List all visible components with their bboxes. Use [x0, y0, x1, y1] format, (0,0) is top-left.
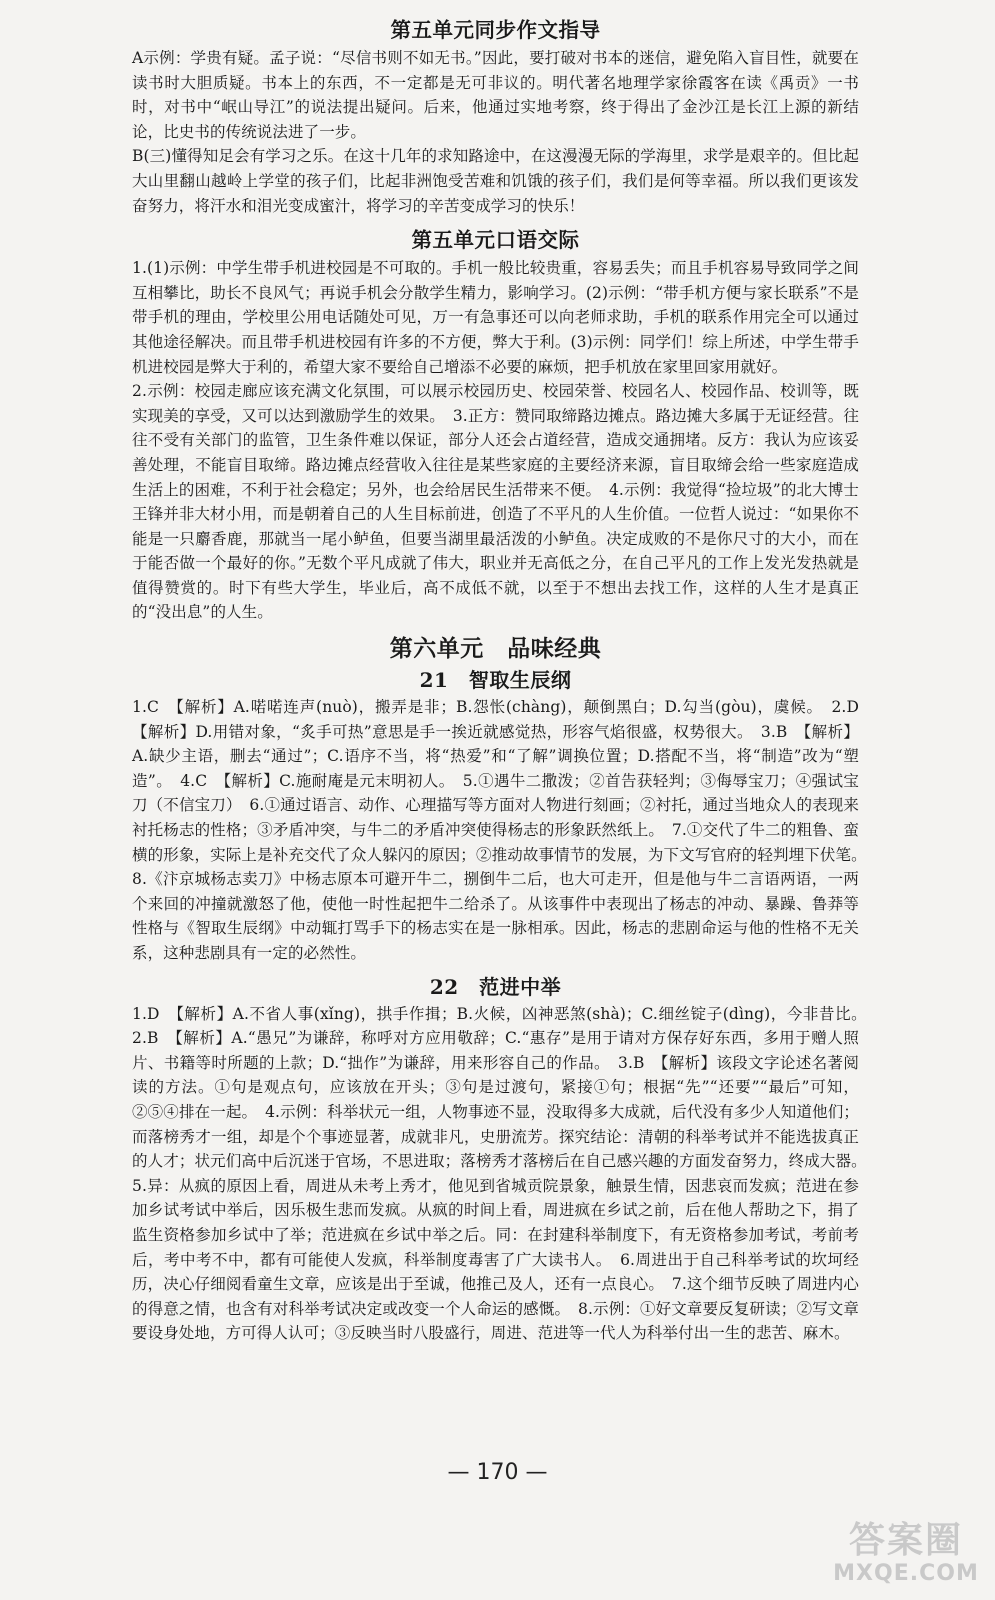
unit-title: 第六单元 品味经典	[389, 635, 602, 663]
watermark-url: MXQE.COM	[833, 1561, 979, 1586]
section-title-oral-communication: 第五单元口语交际	[411, 228, 580, 253]
composition-answer-b: B(三)懂得知足会有学习之乐。在这十几年的求知路途中，在这漫漫无际的学海里，求学是艰辛的。但比起大山里翻山越岭上学堂的孩子们，比起非洲饱受苦难和饥饿的孩子们，我们是何等幸福。所以我们更该发奋努力，将汗水和泪光变成蜜汁，将学习的辛苦变成学习的快乐！	[132, 147, 859, 215]
lesson-21-answers: 1.C 【解析】A.喏喏连声(nuò)，搬弄是非；B.怨怅(chàng)，颠倒黑白；D.勾当(gòu)，虞候。 2.D 【解析】D.用错对象，“炙手可热”意思是手一挨近就感觉热，形容气焰很盛，权势很大。 3.B 【解析】A.缺少主语，删去“通过”；C.语序不当，将“热爱”和“了解”调换位置；D.搭配不当，将“制造”改为“塑造”。 4.C 【解析】C.施耐庵是元末明初人。 5.①遇牛二撒泼；②首告获轻判；③侮辱宝刀；④强试宝刀（不信宝刀） 6.①通过语言、动作、心理描写等方面对人物进行刻画；②衬托，通过当地众人的表现来衬托杨志的性格；③矛盾冲突，与牛二的矛盾冲突使得杨志的形象跃然纸上。 7.①交代了牛二的粗鲁、蛮横的形象，实际上是补充交代了众人躲闪的原因；②推动故事情节的发展，为下文写官府的轻判埋下伏笔。 8.《汴京城杨志卖刀》中杨志原本可避开牛二，捌倒牛二后，也大可走开，但是他与牛二言语两语，一两个来回的冲撞就激怒了他，使他一时性起把牛二给杀了。从该事件中表现出了杨志的冲动、暴躁、鲁莽等性格与《智取生辰纲》中动辄打骂手下的杨志实在是一脉相承。因此，杨志的悲剧命运与他的性格不无关系，这种悲剧具有一定的必然性。	[132, 698, 875, 962]
oral-answer-2-4: 2.示例：校园走廊应该充满文化氛围，可以展示校园历史、校园荣誉、校园名人、校园作品、校训等，既实现美的享受，又可以达到激励学生的效果。 3.正方：赞同取缔路边摊点。路边摊大多属于无证经营。往往不受有关部门的监管，卫生条件难以保证，部分人还会占道经营，造成交通拥堵。反方：我认为应该妥善处理，不能盲目取缔。路边摊点经营收入往往是某些家庭的主要经济来源，盲目取缔会给一些家庭造成生活上的困难，不利于社会稳定；另外，也会给居民生活带来不便。 4.示例：我觉得“捡垃圾”的北大博士王锋并非大材小用，而是朝着自己的人生目标前进，创造了不平凡的人生价值。一位哲人说过：“如果你不能是一只麝香鹿，那就当一尾小鲈鱼，但要当湖里最活泼的小鲈鱼。决定成败的不是你尺寸的大小，而在于能否做一个最好的你。”无数个平凡成就了伟大，职业并无高低之分，在自己平凡的工作上发光发热就是值得赞赏的。时下有些大学生，毕业后，高不成低不就，以至于不想出去找工作，这样的人生才是真正的“没出息”的人生。	[132, 382, 859, 622]
lesson-22-answers: 1.D 【解析】A.不省人事(xǐng)，拱手作揖；B.火候，凶神恶煞(shà)；C.细丝锭子(dìng)，今非昔比。 2.B 【解析】A.“愚兄”为谦辞，称呼对方应用敬辞；C.“惠存”是用于请对方保存好东西，多用于赠人照片、书籍等时所题的上款；D.“拙作”为谦辞，用来形容自己的作品。 3.B 【解析】该段文字论述名著阅读的方法。①句是观点句，应该放在开头；③句是过渡句，紧接①句；根据“先”“还要”“最后”可知，②⑤④排在一起。 4.示例：科举状元一组，人物事迹不显，没取得多大成就，后代没有多少人知道他们；而落榜秀才一组，却是个个事迹显著，成就非凡，史册流芳。探究结论：清朝的科举考试并不能选拔真正的人才；状元们高中后沉迷于官场，不思进取；落榜秀才落榜后在自己感兴趣的方面发奋努力，终成大器。 5.异：从疯的原因上看，周进从未考上秀才，他见到省城贡院景象，触景生情，因悲哀而发疯；范进在参加乡试考试中举后，因乐极生悲而发疯。从疯的时间上看，周进疯在乡试之前，后在他人帮助之下，捐了监生资格参加乡试中了举；范进疯在乡试中举之后。同：在封建科举制度下，有无资格参加考试，考前考后，考中考不中，都有可能使人发疯，科举制度毒害了广大读书人。 6.周进出于自己科举考试的坎坷经历，决心仔细阅看童生文章，应该是出于至诚，他推己及人，还有一点良心。 7.这个细节反映了周进内心的得意之情，也含有对科举考试决定或改变一个人命运的感慨。 8.示例：①好文章要反复研读；②写文章要设身处地，方可得人认可；③反映当时八股盛行，周进、范进等一代人为科举付出一生的悲苦、麻木。	[132, 1004, 875, 1343]
watermark-logo	[831, 1520, 981, 1590]
page-number: — 170 —	[447, 1460, 548, 1485]
lesson-title-22: 22 范进中举	[429, 974, 562, 999]
composition-answer-a: A示例：学贵有疑。孟子说：“尽信书则不如无书。”因此，要打破对书本的迷信，避免陷入盲目性，就要在读书时大胆质疑。书本上的东西，不一定都是无可非议的。明代著名地理学家徐霞客在读《禹贡》一书时，对书中“岷山导江”的说法提出疑问。后来，他通过实地考察，终于得出了金沙江是长江上源的新结论，比史书的传统说法进了一步。	[132, 49, 859, 141]
oral-answer-1: 1.(1)示例：中学生带手机进校园是不可取的。手机一般比较贵重，容易丢失；而且手机容易导致同学之间互相攀比，助长不良风气；再说手机会分散学生精力，影响学习。(2)示例：“带手机方便与家长联系”不是带手机的理由，学校里公用电话随处可见，万一有急事还可以向老师求助，手机的联系作用完全可以通过其他途径解决。而且带手机进校园有许多的不方便，弊大于利。(3)示例：同学们！综上所述，中学生带手机进校园是弊大于利的，希望大家不要给自己增添不必要的麻烦，把手机放在家里回家用就好。	[132, 259, 859, 376]
watermark-logo-text: 答案圈	[848, 1520, 963, 1561]
section-title-composition: 第五单元同步作文指导	[390, 18, 601, 42]
lesson-title-21: 21 智取生辰纲	[419, 668, 572, 693]
